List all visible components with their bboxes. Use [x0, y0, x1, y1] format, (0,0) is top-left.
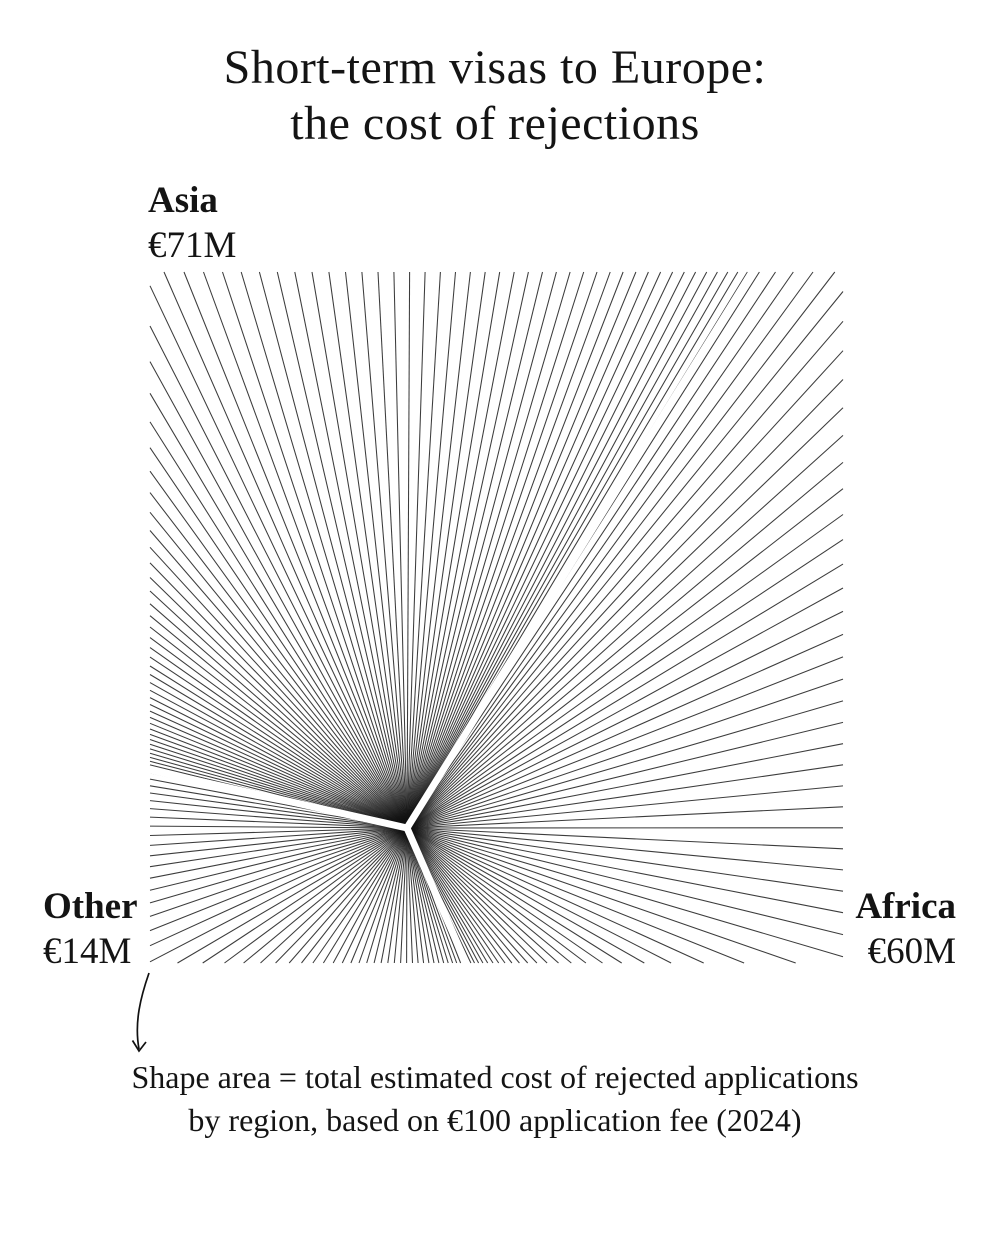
annotation-arrow — [133, 973, 150, 1051]
footnote-line-1: Shape area = total estimated cost of rejected applications — [131, 1059, 859, 1095]
africa-region-name: Africa — [855, 886, 956, 927]
other-region-value: €14M — [43, 931, 132, 972]
footnote-line-2: by region, based on €100 application fee (2024) — [188, 1102, 802, 1138]
footnote — [0, 1056, 990, 1142]
fan-lines — [150, 272, 843, 963]
other-region-name: Other — [43, 886, 138, 927]
asia-region-name: Asia — [148, 180, 218, 221]
sector-separators — [150, 272, 752, 963]
africa-region-value: €60M — [867, 931, 956, 972]
title-line-1: Short-term visas to Europe: — [223, 41, 767, 94]
africa-label — [855, 884, 956, 974]
other-label — [43, 884, 138, 974]
asia-region-value: €71M — [148, 225, 237, 266]
asia-label — [148, 178, 236, 268]
title-line-2: the cost of rejections — [290, 97, 700, 150]
